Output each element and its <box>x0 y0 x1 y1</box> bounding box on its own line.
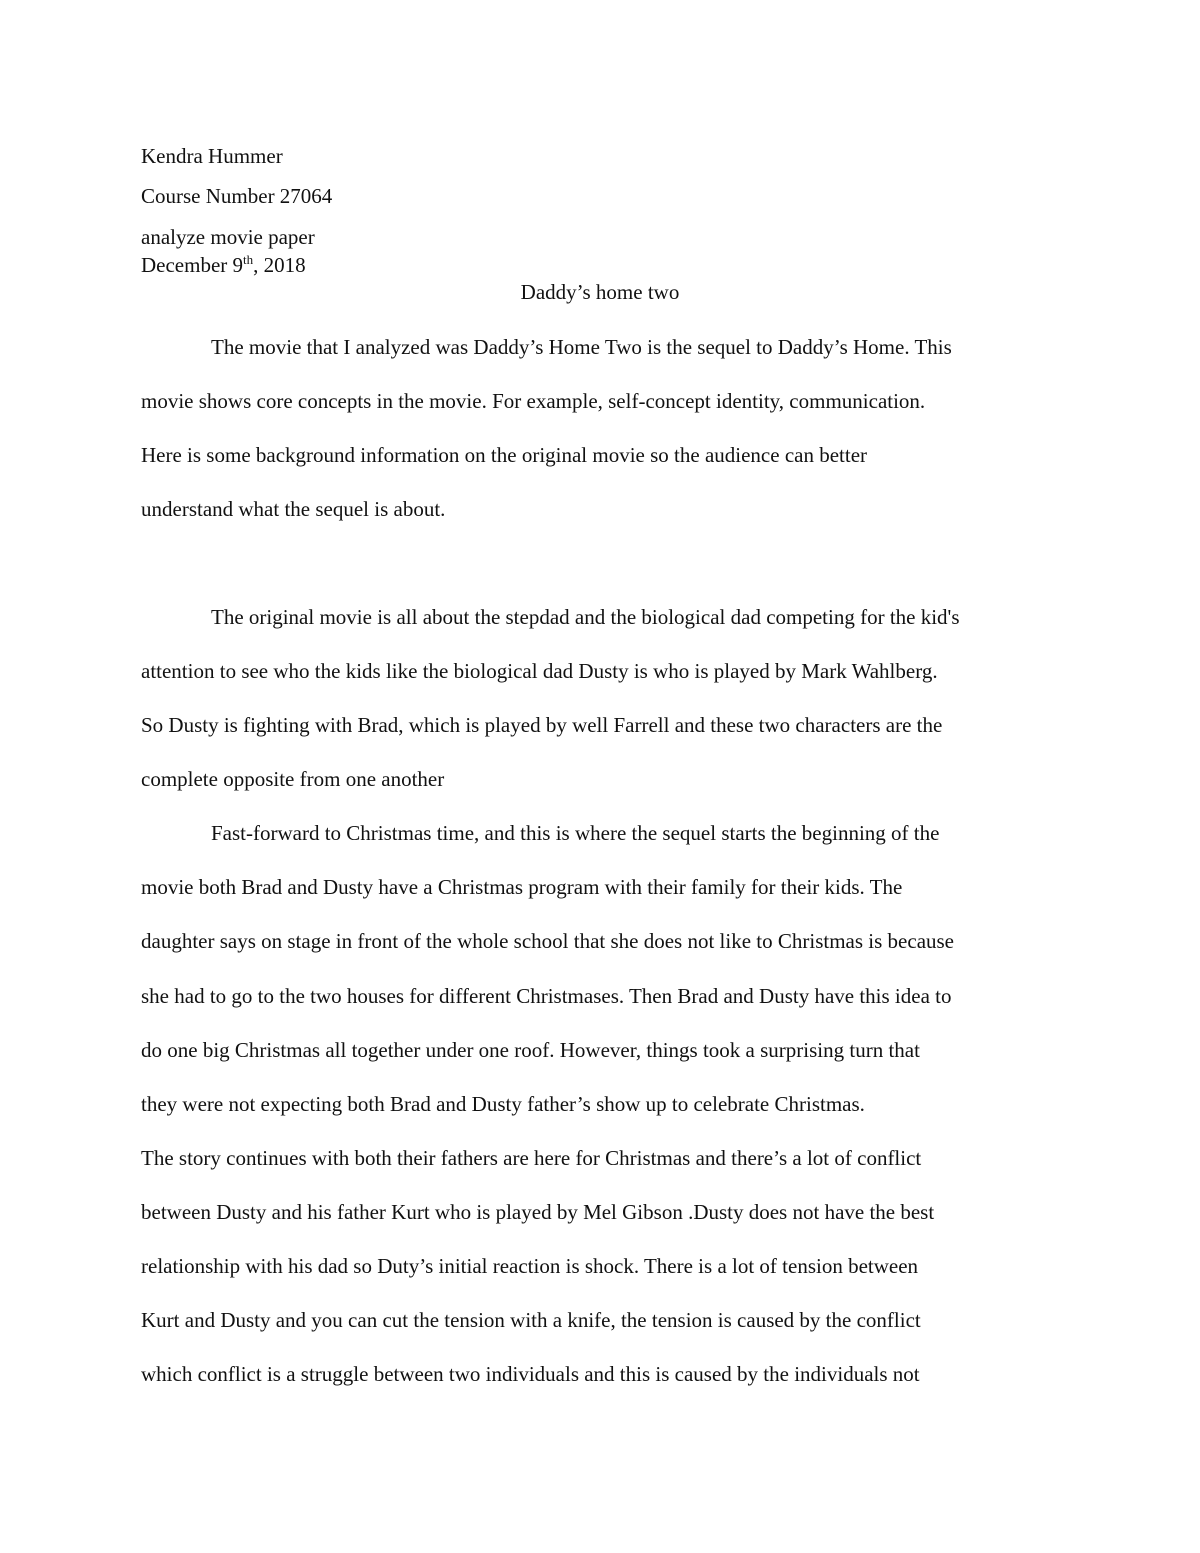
paragraph-line: between Dusty and his father Kurt who is played by Mel Gibson .Dusty does not have the best <box>141 1200 935 1224</box>
paragraph-line: daughter says on stage in front of the whole school that she does not like to Christmas is because <box>141 929 955 953</box>
paragraph-line: attention to see who the kids like the biological dad Dusty is who is played by Mark Wahlberg. <box>141 659 938 683</box>
course-number: Course Number 27064 <box>141 184 333 208</box>
paragraph-line: Kurt and Dusty and you can cut the tension with a knife, the tension is caused by the conflict <box>141 1308 921 1332</box>
paragraph-line: So Dusty is fighting with Brad, which is played by well Farrell and these two characters are the <box>141 713 943 737</box>
assignment-name: analyze movie paper <box>141 225 315 249</box>
paper-title: Daddy’s home two <box>520 280 680 304</box>
paragraph-line: complete opposite from one another <box>141 767 445 791</box>
paragraph-line: relationship with his dad so Duty’s initial reaction is shock. There is a lot of tension between <box>141 1254 919 1278</box>
author-name: Kendra Hummer <box>141 144 283 168</box>
paragraph-line: The movie that I analyzed was Daddy’s Home Two is the sequel to Daddy’s Home. This <box>211 335 952 359</box>
paragraph-line: do one big Christmas all together under one roof. However, things took a surprising turn that <box>141 1038 920 1062</box>
paragraph-line: The original movie is all about the stepdad and the biological dad competing for the kid's <box>211 605 960 629</box>
paragraph-line: movie both Brad and Dusty have a Christmas program with their family for their kids. The <box>141 875 903 899</box>
paragraph-line: she had to go to the two houses for different Christmases. Then Brad and Dusty have this idea to <box>141 984 952 1008</box>
paragraph-line: Fast-forward to Christmas time, and this is where the sequel starts the beginning of the <box>211 821 940 845</box>
paragraph-line: understand what the sequel is about. <box>141 497 446 521</box>
paragraph-line: Here is some background information on the original movie so the audience can better <box>141 443 868 467</box>
date-suffix: , 2018 <box>253 253 306 277</box>
date-prefix: December 9 <box>141 253 244 277</box>
paragraph-line: The story continues with both their fathers are here for Christmas and there’s a lot of conflict <box>141 1146 922 1170</box>
paragraph-line: movie shows core concepts in the movie. For example, self-concept identity, communication. <box>141 389 926 413</box>
date <box>141 253 306 278</box>
date-superscript: th <box>243 252 254 267</box>
paragraph-line: they were not expecting both Brad and Dusty father’s show up to celebrate Christmas. <box>141 1092 865 1116</box>
paragraph-line: which conflict is a struggle between two individuals and this is caused by the individuals not <box>141 1362 920 1386</box>
